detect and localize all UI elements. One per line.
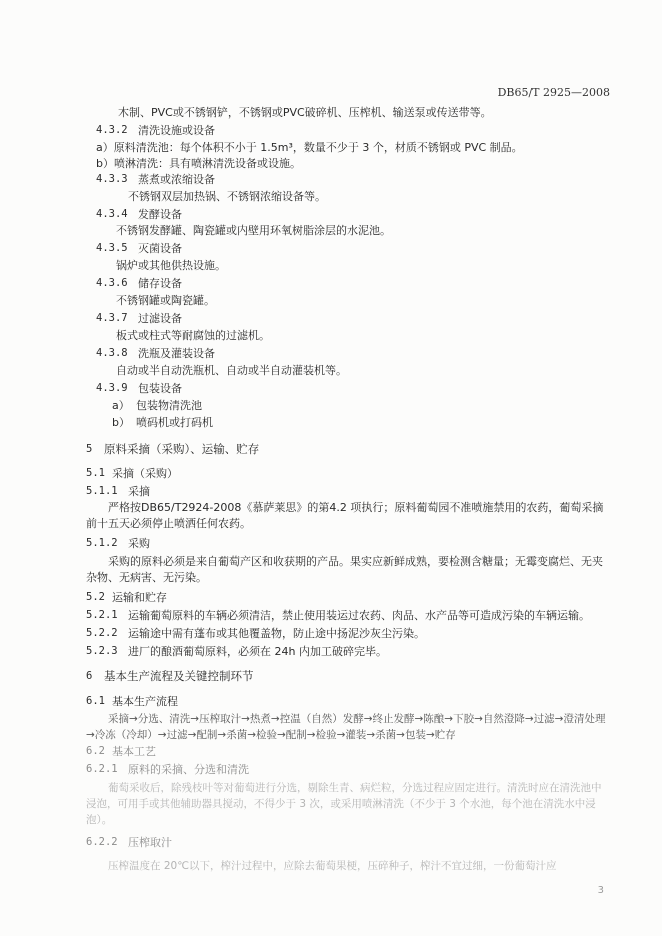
section-number: 5 — [86, 443, 93, 455]
text-line: 锅炉或其他供热设施。 — [116, 259, 226, 272]
clause-title: 发酵设备 — [138, 208, 182, 221]
clause-title: 采摘（采购） — [112, 467, 178, 480]
clause-number: 6.2.1 — [86, 763, 118, 775]
clause-title: 运输和贮存 — [112, 591, 167, 604]
text-line: 喷码机或打码机 — [136, 416, 213, 429]
text-line: 包装物清洗池 — [136, 399, 202, 412]
text-line: 不锈钢发酵罐、陶瓷罐或内壁用环氧树脂涂层的水泥池。 — [116, 224, 391, 237]
text-line: a）原料清洗池：每个体积不小于 1.5m³，数量不少于 3 个，材质不锈钢或 PVC 制品。 — [96, 141, 523, 154]
text-line: b）喷淋清洗：具有喷淋清洗设备或设施。 — [96, 157, 301, 170]
clause-number: 4.3.8 — [96, 347, 128, 359]
paragraph: 严格按DB65/T2924-2008《慕萨莱思》的第4.2 项执行；原料葡萄园不准喷施禁用的农药，葡萄采摘前十五天必须停止喷洒任何农药。 — [86, 501, 604, 530]
clause-title: 包装设备 — [138, 382, 182, 395]
section-title: 原料采摘（采购）、运输、贮存 — [104, 442, 260, 456]
text-line: 板式或柱式等耐腐蚀的过滤机。 — [116, 329, 270, 342]
page-number: 3 — [597, 885, 604, 896]
clause-title: 过滤设备 — [138, 312, 182, 325]
text-line: 不锈钢双层加热锅、不锈钢浓缩设备等。 — [128, 190, 326, 203]
clause-title: 采购 — [128, 537, 150, 550]
clause-number: 4.3.5 — [96, 242, 128, 254]
clause-number: 5.2.2 — [86, 627, 118, 639]
clause-title: 原料的采摘、分选和清洗 — [128, 763, 249, 776]
text-line: 不锈钢罐或陶瓷罐。 — [116, 294, 215, 307]
clause-number: 6.1 — [86, 695, 105, 707]
section-title: 基本生产流程及关键控制环节 — [104, 669, 254, 683]
clause-title: 清洗设施或设备 — [138, 124, 215, 137]
clause-text: 运输途中需有蓬布或其他覆盖物，防止途中扬泥沙灰尘污染。 — [128, 627, 425, 640]
clause-number: 5.1.1 — [86, 485, 118, 497]
clause-text: 进厂的酿酒葡萄原料，必须在 24h 内加工破碎完毕。 — [128, 645, 387, 658]
clause-title: 基本生产流程 — [112, 695, 178, 708]
clause-title: 储存设备 — [138, 277, 182, 290]
list-marker: a） — [112, 399, 130, 412]
clause-title: 洗瓶及灌装设备 — [138, 347, 215, 360]
clause-title: 采摘 — [128, 485, 150, 498]
clause-number: 4.3.9 — [96, 382, 128, 394]
clause-number: 6.2 — [86, 745, 105, 757]
paragraph: 采购的原料必须是来自葡萄产区和收获期的产品。果实应新鲜成熟，要检测含糖量；无霉变腐烂、无夹杂物、无病害、无污染。 — [86, 555, 603, 584]
clause-number: 4.3.3 — [96, 173, 128, 185]
clause-number: 5.2.3 — [86, 645, 118, 657]
section-number: 6 — [86, 670, 93, 682]
list-marker: b） — [112, 416, 130, 429]
clause-number: 6.2.2 — [86, 836, 118, 848]
standard-code: DB65/T 2925—2008 — [497, 86, 610, 99]
clause-number: 5.1.2 — [86, 537, 118, 549]
clause-text: 运输葡萄原料的车辆必须清洁，禁止使用装运过农药、肉品、水产品等可造成污染的车辆运输。 — [128, 609, 590, 622]
clause-number: 4.3.2 — [96, 124, 128, 136]
clause-title: 基本工艺 — [112, 745, 156, 758]
clause-number: 4.3.6 — [96, 277, 128, 289]
clause-number: 5.1 — [86, 467, 105, 479]
clause-title: 蒸煮或浓缩设备 — [138, 173, 215, 186]
clause-number: 4.3.7 — [96, 312, 128, 324]
clause-title: 压榨取汁 — [128, 836, 172, 849]
text-line: 自动或半自动洗瓶机、自动或半自动灌装机等。 — [116, 364, 347, 377]
clause-title: 灭菌设备 — [138, 242, 182, 255]
process-flow: 采摘→分选、清洗→压榨取汁→热煮→控温（自然）发酵→终止发酵→陈酿→下胶→自然澄降→过滤→澄清处理→冷冻（冷却）→过滤→配制→杀菌→检验→配制→检验→灌装→杀菌→包装→贮存 — [86, 713, 606, 741]
paragraph: 压榨温度在 20℃以下，榨汁过程中，应除去葡萄果梗，压碎种子，榨汁不宜过细，一份葡萄汁应 — [108, 860, 557, 872]
clause-number: 4.3.4 — [96, 208, 128, 220]
clause-number: 5.2 — [86, 591, 105, 603]
clause-number: 5.2.1 — [86, 609, 118, 621]
paragraph: 葡萄采收后，除残枝叶等对葡萄进行分选，剔除生青、病烂粒，分选过程应固定进行。清洗时应在清洗池中浸泡，可用手或其他辅助器具搅动，不得少于 3 次，或采用喷淋清洗（不少于 3 个水池，每个池在清洗水中浸泡）。 — [86, 782, 602, 826]
text-line: 木制、PVC或不锈钢铲，不锈钢或PVC破碎机、压榨机、输送泵或传送带等。 — [118, 106, 492, 119]
